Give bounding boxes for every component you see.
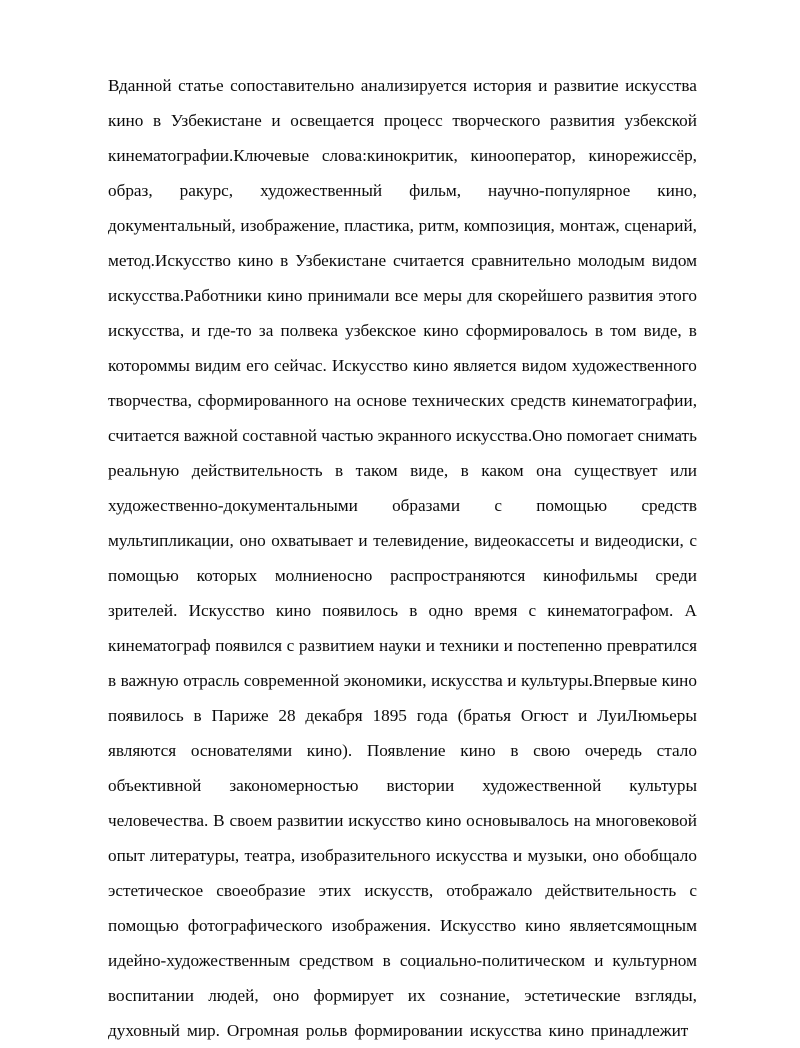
document-word: оно bbox=[239, 531, 266, 550]
document-line bbox=[108, 698, 697, 733]
document-word: за bbox=[258, 321, 274, 340]
document-word: Огюст bbox=[520, 706, 569, 725]
document-word: полвека bbox=[280, 321, 338, 340]
document-word: все bbox=[394, 286, 419, 305]
document-word: сформировалось bbox=[465, 321, 588, 340]
document-word: Узбекистане bbox=[170, 111, 262, 130]
document-word: анализируется bbox=[360, 76, 467, 95]
document-line bbox=[108, 838, 697, 873]
document-word: обобщало bbox=[624, 846, 697, 865]
document-word: помощью bbox=[536, 496, 608, 515]
document-word: кино bbox=[661, 671, 697, 690]
document-word: скорейшего bbox=[497, 286, 583, 305]
document-word: изобразительного bbox=[300, 846, 431, 865]
document-word: принадлежит bbox=[590, 1021, 689, 1040]
document-word: и bbox=[538, 76, 548, 95]
document-word: ритм, bbox=[418, 216, 460, 235]
document-word: появился bbox=[215, 636, 283, 655]
document-word: мультипликации, bbox=[108, 531, 234, 550]
document-word: формировании bbox=[354, 1021, 463, 1040]
document-line bbox=[108, 208, 697, 243]
document-word: кинорежиссёр, bbox=[588, 146, 697, 165]
document-word: людей, bbox=[208, 986, 259, 1005]
document-word: ракурс, bbox=[179, 181, 234, 200]
document-word: в bbox=[409, 601, 418, 620]
document-word: в bbox=[460, 461, 469, 480]
document-word: молниеносно bbox=[274, 566, 373, 585]
document-word: экранного bbox=[377, 426, 452, 445]
document-line bbox=[108, 628, 697, 663]
document-word: фильм, bbox=[409, 181, 462, 200]
document-word: она bbox=[536, 461, 562, 480]
document-word: с bbox=[286, 636, 295, 655]
document-word: основывалось bbox=[466, 811, 570, 830]
document-line bbox=[108, 453, 697, 488]
document-word: важной bbox=[183, 426, 239, 445]
document-word: кинематографом. bbox=[547, 601, 674, 620]
document-word: стало bbox=[656, 741, 697, 760]
document-line bbox=[108, 663, 697, 698]
document-word: реальную bbox=[108, 461, 180, 480]
document-word: объективной bbox=[108, 776, 202, 795]
document-word: эстетические bbox=[524, 986, 621, 1005]
document-word: важную bbox=[120, 671, 179, 690]
document-line bbox=[108, 278, 697, 313]
document-word: и bbox=[512, 846, 523, 865]
document-word: техники bbox=[439, 636, 500, 655]
document-word: принимали bbox=[307, 286, 390, 305]
document-word: сформированного bbox=[197, 391, 329, 410]
document-word: и bbox=[425, 636, 435, 655]
document-word: музыки, bbox=[527, 846, 588, 865]
document-word: кинофильмы bbox=[543, 566, 638, 585]
document-word: кино bbox=[267, 286, 303, 305]
document-word: оно bbox=[272, 986, 300, 1005]
document-word: помощью bbox=[108, 916, 179, 935]
document-word: Париже bbox=[211, 706, 269, 725]
document-word: освещается bbox=[290, 111, 375, 130]
document-word: композиция, bbox=[463, 216, 555, 235]
document-word: таком bbox=[355, 461, 398, 480]
document-line bbox=[108, 873, 697, 908]
document-word: театра, bbox=[244, 846, 296, 865]
document-word: молодым bbox=[577, 251, 645, 270]
document-word: каком bbox=[481, 461, 524, 480]
document-word: или bbox=[670, 461, 697, 480]
document-word: научно-популярное bbox=[488, 181, 631, 200]
document-word: на bbox=[573, 811, 591, 830]
document-word: развитие bbox=[553, 76, 619, 95]
document-word: превратился bbox=[606, 636, 697, 655]
document-word: своем bbox=[229, 811, 273, 830]
document-word: искусства bbox=[435, 846, 508, 865]
document-word: литературы, bbox=[150, 846, 240, 865]
document-word: помощью bbox=[108, 566, 179, 585]
document-word: видим bbox=[194, 356, 242, 375]
document-word: видом bbox=[651, 251, 697, 270]
document-word: их bbox=[407, 986, 426, 1005]
document-word: кино bbox=[413, 356, 449, 375]
document-word: слова:кинокритик, bbox=[321, 146, 458, 165]
document-word: в bbox=[510, 741, 519, 760]
document-word: Появление bbox=[366, 741, 446, 760]
document-word: и bbox=[594, 951, 604, 970]
document-line bbox=[108, 523, 697, 558]
document-word: многовековой bbox=[595, 811, 697, 830]
document-word: социально-политическом bbox=[399, 951, 586, 970]
document-word: среди bbox=[655, 566, 697, 585]
document-word: отображало bbox=[446, 881, 533, 900]
document-line bbox=[108, 348, 697, 383]
document-word: средств bbox=[641, 496, 697, 515]
document-word: которых bbox=[196, 566, 258, 585]
document-word: искусства bbox=[430, 671, 503, 690]
document-word: с bbox=[689, 531, 697, 550]
document-word: творчества, bbox=[108, 391, 192, 410]
document-word: охватывает bbox=[271, 531, 353, 550]
document-line bbox=[108, 733, 697, 768]
document-word: кино). bbox=[306, 741, 353, 760]
document-line bbox=[108, 978, 697, 1013]
document-word: науки bbox=[379, 636, 422, 655]
document-word: и bbox=[578, 706, 588, 725]
document-word: изображения. bbox=[331, 916, 431, 935]
document-word: основе bbox=[356, 391, 407, 410]
document-word: история bbox=[473, 76, 532, 95]
document-word: А bbox=[684, 601, 697, 620]
document-word: образами bbox=[392, 496, 461, 515]
document-word: Узбекистане bbox=[295, 251, 387, 270]
document-word: являются bbox=[108, 741, 177, 760]
document-word: кино bbox=[108, 111, 144, 130]
document-word: опыт bbox=[108, 846, 145, 865]
document-word: действительность bbox=[545, 881, 677, 900]
document-word: и bbox=[271, 111, 281, 130]
document-line bbox=[108, 383, 697, 418]
document-word: статье bbox=[178, 76, 224, 95]
document-word: отрасль bbox=[183, 671, 240, 690]
document-word: развитием bbox=[298, 636, 375, 655]
document-word: и bbox=[358, 531, 368, 550]
document-word: 28 bbox=[278, 706, 296, 725]
document-word: узбекское bbox=[345, 321, 417, 340]
document-word: кинооператор, bbox=[470, 146, 576, 165]
document-word: меры bbox=[423, 286, 463, 305]
document-word: снимать bbox=[637, 426, 697, 445]
document-word: и bbox=[579, 531, 590, 550]
document-word: искусства bbox=[469, 1021, 542, 1040]
document-word: экономики, bbox=[343, 671, 427, 690]
document-word: процесс bbox=[383, 111, 443, 130]
document-word: В bbox=[213, 811, 225, 830]
document-word: с bbox=[494, 496, 502, 515]
document-line bbox=[108, 803, 697, 838]
document-word: кинематографии, bbox=[571, 391, 697, 410]
document-word: средств bbox=[510, 391, 567, 410]
document-word: художественно-документальными bbox=[108, 496, 358, 515]
document-word: культурном bbox=[612, 951, 697, 970]
document-line bbox=[108, 173, 697, 208]
document-word: существует bbox=[574, 461, 658, 480]
document-word: вистории bbox=[386, 776, 455, 795]
document-word: идейно-художественным bbox=[108, 951, 290, 970]
document-word: на bbox=[334, 391, 351, 410]
document-word: развития bbox=[588, 286, 654, 305]
document-word: кино, bbox=[657, 181, 697, 200]
document-word: в bbox=[108, 671, 117, 690]
document-word: кино bbox=[423, 321, 459, 340]
document-word: оно bbox=[592, 846, 619, 865]
document-word: одно bbox=[428, 601, 464, 620]
document-word: его bbox=[246, 356, 269, 375]
document-word: технических bbox=[412, 391, 505, 410]
document-word: сейчас. bbox=[273, 356, 327, 375]
document-word: рольв bbox=[305, 1021, 348, 1040]
document-word: кино bbox=[548, 1021, 584, 1040]
document-word: этого bbox=[658, 286, 697, 305]
document-word: появилось bbox=[108, 706, 184, 725]
document-word: кино bbox=[237, 251, 274, 270]
document-word: творческого bbox=[452, 111, 541, 130]
document-word: где-то bbox=[207, 321, 252, 340]
document-word: кино bbox=[525, 916, 561, 935]
document-word: для bbox=[467, 286, 493, 305]
document-word: кино bbox=[426, 811, 462, 830]
document-word: документальный, bbox=[108, 216, 236, 235]
document-word: развитии bbox=[277, 811, 344, 830]
document-word: в bbox=[335, 461, 344, 480]
document-word: зрителей. bbox=[108, 601, 178, 620]
document-word: распространяются bbox=[390, 566, 526, 585]
document-word: очередь bbox=[584, 741, 642, 760]
document-line bbox=[108, 103, 697, 138]
document-word: Искусство bbox=[439, 916, 517, 935]
document-word: помогает bbox=[566, 426, 634, 445]
document-word: считается bbox=[392, 251, 465, 270]
document-word: в bbox=[280, 251, 289, 270]
document-word: этих bbox=[318, 881, 352, 900]
document-word: современной bbox=[243, 671, 340, 690]
document-word: с bbox=[689, 881, 697, 900]
document-line bbox=[108, 68, 697, 103]
document-word: свою bbox=[533, 741, 571, 760]
document-word: видеодиски, bbox=[594, 531, 684, 550]
document-word: взгляды, bbox=[634, 986, 697, 1005]
document-word: художественной bbox=[482, 776, 602, 795]
document-word: Вданной bbox=[108, 76, 172, 95]
document-line bbox=[108, 593, 697, 628]
document-word: образ, bbox=[108, 181, 153, 200]
document-line bbox=[108, 943, 697, 978]
document-word: время bbox=[474, 601, 518, 620]
document-word: сценарий, bbox=[624, 216, 697, 235]
document-word: действительность bbox=[191, 461, 323, 480]
document-word: узбекской bbox=[624, 111, 697, 130]
document-word: в bbox=[594, 321, 603, 340]
document-word: частью bbox=[321, 426, 374, 445]
document-word: Искусство bbox=[331, 356, 408, 375]
document-word: 1895 bbox=[372, 706, 407, 725]
document-word: в bbox=[688, 321, 697, 340]
document-word: и bbox=[191, 321, 201, 340]
document-word: искусство bbox=[348, 811, 422, 830]
document-line bbox=[108, 418, 697, 453]
document-word: художественного bbox=[571, 356, 697, 375]
document-word: видеокассеты bbox=[474, 531, 575, 550]
document-word: кинематограф bbox=[108, 636, 211, 655]
document-word: фотографического bbox=[187, 916, 323, 935]
document-line bbox=[108, 488, 697, 523]
document-word: появилось bbox=[322, 601, 399, 620]
document-word: в bbox=[152, 111, 162, 130]
document-word: эстетическое bbox=[108, 881, 204, 900]
document-word: ЛуиЛюмьеры bbox=[597, 706, 697, 725]
document-word: Искусство bbox=[188, 601, 265, 620]
document-line bbox=[108, 768, 697, 803]
document-word: искусства.Оно bbox=[456, 426, 563, 445]
document-word: человечества. bbox=[108, 811, 209, 830]
document-word: искусства, bbox=[108, 321, 185, 340]
document-word: монтаж, bbox=[559, 216, 620, 235]
document-word: телевидение, bbox=[373, 531, 469, 550]
document-word: виде, bbox=[410, 461, 449, 480]
document-word: развития bbox=[549, 111, 615, 130]
document-word: сопоставительно bbox=[230, 76, 355, 95]
document-word: кинематографии.Ключевые bbox=[108, 146, 310, 165]
document-word: в bbox=[382, 951, 391, 970]
document-word: постепенно bbox=[517, 636, 603, 655]
document-word: виде, bbox=[643, 321, 682, 340]
document-word: формирует bbox=[313, 986, 394, 1005]
document-word: являетсямощным bbox=[569, 916, 697, 935]
document-word: кино bbox=[460, 741, 496, 760]
document-word: (братья bbox=[457, 706, 512, 725]
document-word: года bbox=[416, 706, 448, 725]
document-line bbox=[108, 558, 697, 593]
document-word: Огромная bbox=[226, 1021, 299, 1040]
document-word: видом bbox=[521, 356, 567, 375]
document-word: мир. bbox=[186, 1021, 220, 1040]
document-word: культуры bbox=[629, 776, 697, 795]
document-word: своеобразие bbox=[216, 881, 306, 900]
document-line bbox=[108, 908, 697, 943]
document-word: закономерностью bbox=[229, 776, 359, 795]
document-word: составной bbox=[242, 426, 317, 445]
document-word: кино bbox=[275, 601, 312, 620]
document-word: изображение, bbox=[240, 216, 340, 235]
document-word: основателями bbox=[190, 741, 293, 760]
document-word: метод.Искусство bbox=[108, 251, 232, 270]
document-word: том bbox=[610, 321, 637, 340]
document-line bbox=[108, 243, 697, 278]
document-word: в bbox=[193, 706, 202, 725]
document-word: и bbox=[507, 671, 517, 690]
document-word: духовный bbox=[108, 1021, 180, 1040]
document-word: является bbox=[453, 356, 517, 375]
document-word: с bbox=[528, 601, 537, 620]
document-word: художественный bbox=[260, 181, 383, 200]
document-word: искусства bbox=[625, 76, 697, 95]
document-word: искусств, bbox=[364, 881, 434, 900]
document-word: котороммы bbox=[108, 356, 190, 375]
document-word: сравнительно bbox=[471, 251, 571, 270]
document-line bbox=[108, 1013, 697, 1048]
document-line bbox=[108, 138, 697, 173]
document-word: считается bbox=[108, 426, 180, 445]
document-word: культуры.Впервые bbox=[520, 671, 658, 690]
document-word: воспитании bbox=[108, 986, 194, 1005]
document-word: сознание, bbox=[439, 986, 510, 1005]
document-word: искусства.Работники bbox=[108, 286, 262, 305]
document-body-text bbox=[108, 68, 697, 1048]
document-word: и bbox=[503, 636, 513, 655]
document-word: декабря bbox=[305, 706, 363, 725]
document-word: средством bbox=[298, 951, 374, 970]
document-word: пластика, bbox=[344, 216, 414, 235]
document-line bbox=[108, 313, 697, 348]
